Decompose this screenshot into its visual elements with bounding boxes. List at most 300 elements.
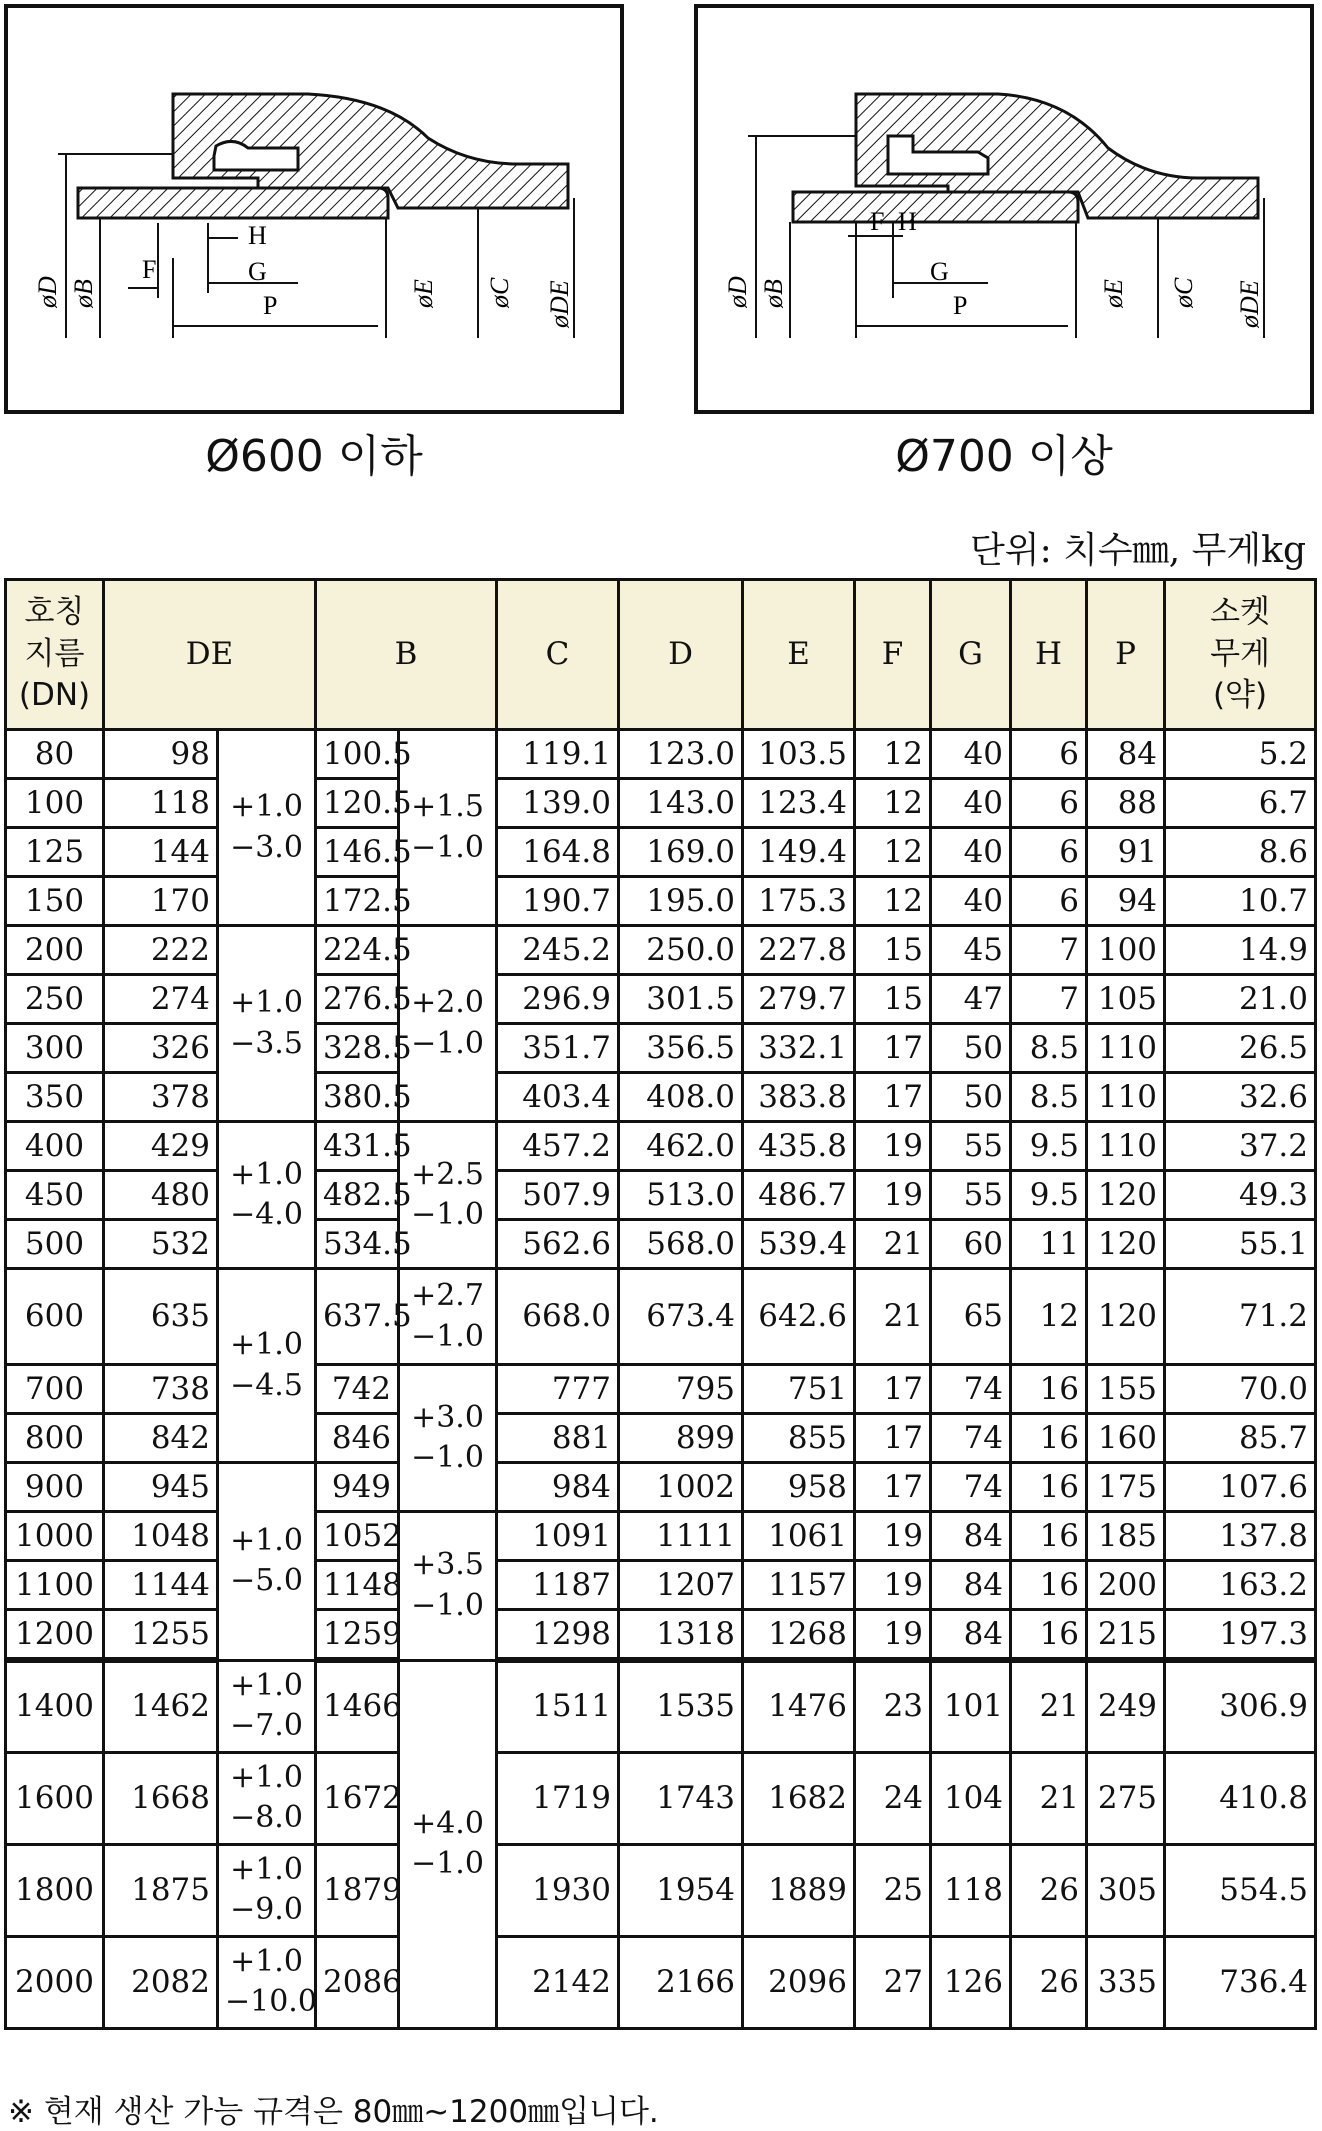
cell-b: 431.5 xyxy=(316,1122,399,1171)
cell-b: 328.5 xyxy=(316,1024,399,1073)
cell-dn: 1400 xyxy=(6,1660,104,1752)
cell-p: 275 xyxy=(1087,1752,1165,1844)
cell-g: 50 xyxy=(931,1024,1011,1073)
cell-de: 378 xyxy=(104,1073,218,1122)
cell-de-tolerance: +1.0 −3.5 xyxy=(218,926,316,1122)
cell-e: 1268 xyxy=(743,1610,855,1661)
cell-de: 480 xyxy=(104,1171,218,1220)
table-row xyxy=(6,1365,1316,1414)
table-row xyxy=(6,730,1316,779)
cell-p: 305 xyxy=(1087,1844,1165,1936)
cell-w: 736.4 xyxy=(1165,1936,1316,2028)
cell-d: 568.0 xyxy=(619,1220,743,1269)
header-e: E xyxy=(743,580,855,730)
cell-p: 335 xyxy=(1087,1936,1165,2028)
label-F: F xyxy=(142,255,157,284)
table-row xyxy=(6,779,1316,828)
cell-f: 17 xyxy=(855,1024,931,1073)
label-B: øB xyxy=(759,279,788,308)
label-F: F xyxy=(870,207,885,236)
cell-de: 1255 xyxy=(104,1610,218,1661)
label-P: P xyxy=(263,291,278,320)
label-B: øB xyxy=(69,279,98,308)
cell-b: 100.5 xyxy=(316,730,399,779)
cell-w: 554.5 xyxy=(1165,1844,1316,1936)
cell-b-tolerance: +2.5 −1.0 xyxy=(399,1122,497,1269)
cell-b-tolerance: +2.0 −1.0 xyxy=(399,926,497,1122)
cell-de: 2082 xyxy=(104,1936,218,2028)
cell-w: 85.7 xyxy=(1165,1414,1316,1463)
cell-e: 855 xyxy=(743,1414,855,1463)
cell-f: 25 xyxy=(855,1844,931,1936)
cell-e: 227.8 xyxy=(743,926,855,975)
table-row xyxy=(6,1073,1316,1122)
cell-p: 185 xyxy=(1087,1512,1165,1561)
cell-dn: 100 xyxy=(6,779,104,828)
cell-de: 532 xyxy=(104,1220,218,1269)
cell-p: 120 xyxy=(1087,1220,1165,1269)
cell-f: 15 xyxy=(855,926,931,975)
header-g: G xyxy=(931,580,1011,730)
cell-d: 123.0 xyxy=(619,730,743,779)
production-note: ※ 현재 생산 가능 규격은 80㎜~1200㎜입니다. xyxy=(8,2094,659,2130)
cell-g: 101 xyxy=(931,1660,1011,1752)
socket-cross-section-large xyxy=(698,8,1310,410)
cell-f: 12 xyxy=(855,779,931,828)
cell-h: 9.5 xyxy=(1011,1122,1087,1171)
cell-d: 513.0 xyxy=(619,1171,743,1220)
cell-de: 1875 xyxy=(104,1844,218,1936)
cell-b: 276.5 xyxy=(316,975,399,1024)
cell-g: 126 xyxy=(931,1936,1011,2028)
cell-g: 65 xyxy=(931,1269,1011,1365)
label-D: øD xyxy=(723,276,752,308)
diagram-large-dn xyxy=(694,4,1314,414)
cell-de: 98 xyxy=(104,730,218,779)
cell-b-tolerance: +2.7 −1.0 xyxy=(399,1269,497,1365)
cell-w: 26.5 xyxy=(1165,1024,1316,1073)
cell-e: 175.3 xyxy=(743,877,855,926)
cell-p: 215 xyxy=(1087,1610,1165,1661)
cell-g: 74 xyxy=(931,1414,1011,1463)
cell-w: 32.6 xyxy=(1165,1073,1316,1122)
cell-b-tolerance: +3.5 −1.0 xyxy=(399,1512,497,1661)
label-C: øC xyxy=(485,277,514,308)
header-dn: 호칭 지름 (DN) xyxy=(6,580,104,730)
table-row xyxy=(6,1561,1316,1610)
cell-b: 2086 xyxy=(316,1936,399,2028)
cell-e: 1682 xyxy=(743,1752,855,1844)
cell-g: 45 xyxy=(931,926,1011,975)
cell-d: 195.0 xyxy=(619,877,743,926)
cell-f: 19 xyxy=(855,1561,931,1610)
cell-de: 274 xyxy=(104,975,218,1024)
cell-h: 16 xyxy=(1011,1561,1087,1610)
socket-cross-section-small xyxy=(8,8,620,410)
cell-e: 1157 xyxy=(743,1561,855,1610)
cell-f: 17 xyxy=(855,1073,931,1122)
cell-h: 21 xyxy=(1011,1660,1087,1752)
cell-p: 94 xyxy=(1087,877,1165,926)
cell-de: 738 xyxy=(104,1365,218,1414)
table-row xyxy=(6,926,1316,975)
cell-e: 539.4 xyxy=(743,1220,855,1269)
cell-g: 74 xyxy=(931,1365,1011,1414)
cell-b: 224.5 xyxy=(316,926,399,975)
cell-f: 19 xyxy=(855,1512,931,1561)
cell-w: 163.2 xyxy=(1165,1561,1316,1610)
table-row xyxy=(6,877,1316,926)
cell-h: 6 xyxy=(1011,828,1087,877)
label-DE: øDE xyxy=(1235,280,1264,328)
cell-b-tolerance: +1.5 −1.0 xyxy=(399,730,497,926)
cell-w: 8.6 xyxy=(1165,828,1316,877)
cell-de: 1668 xyxy=(104,1752,218,1844)
table-row xyxy=(6,1844,1316,1936)
label-C: øC xyxy=(1169,277,1198,308)
header-p: P xyxy=(1087,580,1165,730)
cell-f: 12 xyxy=(855,828,931,877)
cell-e: 2096 xyxy=(743,1936,855,2028)
cell-b: 120.5 xyxy=(316,779,399,828)
cell-b: 1052 xyxy=(316,1512,399,1561)
diagram-caption-large: Ø700 이상 xyxy=(895,431,1113,482)
label-H: H xyxy=(248,221,267,250)
cell-dn: 80 xyxy=(6,730,104,779)
cell-w: 14.9 xyxy=(1165,926,1316,975)
cell-c: 562.6 xyxy=(497,1220,619,1269)
cell-c: 1511 xyxy=(497,1660,619,1752)
cell-b: 846 xyxy=(316,1414,399,1463)
cell-h: 21 xyxy=(1011,1752,1087,1844)
cell-c: 1091 xyxy=(497,1512,619,1561)
cell-de-tolerance: +1.0 −4.0 xyxy=(218,1122,316,1269)
cell-c: 351.7 xyxy=(497,1024,619,1073)
cell-f: 27 xyxy=(855,1936,931,2028)
cell-de: 842 xyxy=(104,1414,218,1463)
cell-g: 84 xyxy=(931,1512,1011,1561)
label-E: øE xyxy=(1099,279,1128,308)
cell-c: 403.4 xyxy=(497,1073,619,1122)
cell-p: 110 xyxy=(1087,1122,1165,1171)
cell-w: 70.0 xyxy=(1165,1365,1316,1414)
cell-b: 949 xyxy=(316,1463,399,1512)
cell-c: 881 xyxy=(497,1414,619,1463)
cell-p: 105 xyxy=(1087,975,1165,1024)
cell-c: 164.8 xyxy=(497,828,619,877)
label-P: P xyxy=(953,291,968,320)
cell-b: 172.5 xyxy=(316,877,399,926)
cell-b: 534.5 xyxy=(316,1220,399,1269)
cell-f: 12 xyxy=(855,877,931,926)
cell-p: 110 xyxy=(1087,1073,1165,1122)
cell-e: 751 xyxy=(743,1365,855,1414)
cell-h: 7 xyxy=(1011,926,1087,975)
cell-p: 120 xyxy=(1087,1269,1165,1365)
cell-g: 40 xyxy=(931,779,1011,828)
cell-p: 110 xyxy=(1087,1024,1165,1073)
header-de: DE xyxy=(104,580,316,730)
cell-w: 55.1 xyxy=(1165,1220,1316,1269)
cell-de-tolerance: +1.0 −5.0 xyxy=(218,1463,316,1661)
cell-w: 137.8 xyxy=(1165,1512,1316,1561)
label-H: H xyxy=(898,207,917,236)
header-weight: 소켓 무게 (약) xyxy=(1165,580,1316,730)
cell-w: 10.7 xyxy=(1165,877,1316,926)
cell-d: 1535 xyxy=(619,1660,743,1752)
cell-p: 120 xyxy=(1087,1171,1165,1220)
cell-b: 380.5 xyxy=(316,1073,399,1122)
cell-dn: 500 xyxy=(6,1220,104,1269)
cell-h: 8.5 xyxy=(1011,1073,1087,1122)
cell-c: 296.9 xyxy=(497,975,619,1024)
cell-c: 1719 xyxy=(497,1752,619,1844)
cell-dn: 1100 xyxy=(6,1561,104,1610)
cell-w: 37.2 xyxy=(1165,1122,1316,1171)
cell-e: 1061 xyxy=(743,1512,855,1561)
cell-p: 160 xyxy=(1087,1414,1165,1463)
cell-de: 1462 xyxy=(104,1660,218,1752)
table-row xyxy=(6,1512,1316,1561)
cell-dn: 125 xyxy=(6,828,104,877)
cell-c: 457.2 xyxy=(497,1122,619,1171)
table-row xyxy=(6,1752,1316,1844)
cell-de: 635 xyxy=(104,1269,218,1365)
cell-g: 104 xyxy=(931,1752,1011,1844)
cell-c: 245.2 xyxy=(497,926,619,975)
cell-b: 1259 xyxy=(316,1610,399,1661)
cell-d: 356.5 xyxy=(619,1024,743,1073)
cell-de: 118 xyxy=(104,779,218,828)
cell-dn: 250 xyxy=(6,975,104,1024)
cell-p: 100 xyxy=(1087,926,1165,975)
spigot-pipe xyxy=(793,192,1078,222)
cell-h: 26 xyxy=(1011,1936,1087,2028)
cell-h: 16 xyxy=(1011,1610,1087,1661)
cell-f: 24 xyxy=(855,1752,931,1844)
cell-g: 40 xyxy=(931,877,1011,926)
cell-f: 12 xyxy=(855,730,931,779)
cell-de: 144 xyxy=(104,828,218,877)
cell-c: 507.9 xyxy=(497,1171,619,1220)
cell-de-tolerance: +1.0 −10.0 xyxy=(218,1936,316,2028)
cell-de: 1144 xyxy=(104,1561,218,1610)
cell-de: 429 xyxy=(104,1122,218,1171)
cell-w: 107.6 xyxy=(1165,1463,1316,1512)
cell-p: 91 xyxy=(1087,828,1165,877)
cell-dn: 1800 xyxy=(6,1844,104,1936)
table-row xyxy=(6,1660,1316,1752)
cell-p: 200 xyxy=(1087,1561,1165,1610)
cell-d: 1954 xyxy=(619,1844,743,1936)
cell-w: 410.8 xyxy=(1165,1752,1316,1844)
cell-h: 6 xyxy=(1011,779,1087,828)
table-row xyxy=(6,1936,1316,2028)
cell-c: 1930 xyxy=(497,1844,619,1936)
cell-d: 795 xyxy=(619,1365,743,1414)
cell-h: 12 xyxy=(1011,1269,1087,1365)
table-row xyxy=(6,1414,1316,1463)
cell-g: 84 xyxy=(931,1561,1011,1610)
label-G: G xyxy=(248,257,267,286)
cell-e: 958 xyxy=(743,1463,855,1512)
cell-d: 1318 xyxy=(619,1610,743,1661)
cell-d: 143.0 xyxy=(619,779,743,828)
cell-d: 1743 xyxy=(619,1752,743,1844)
label-D: øD xyxy=(33,276,62,308)
cell-e: 1476 xyxy=(743,1660,855,1752)
cell-h: 16 xyxy=(1011,1463,1087,1512)
cell-w: 306.9 xyxy=(1165,1660,1316,1752)
cell-g: 55 xyxy=(931,1171,1011,1220)
cell-de: 1048 xyxy=(104,1512,218,1561)
cell-de-tolerance: +1.0 −3.0 xyxy=(218,730,316,926)
cell-d: 169.0 xyxy=(619,828,743,877)
cell-c: 190.7 xyxy=(497,877,619,926)
cell-f: 15 xyxy=(855,975,931,1024)
cell-e: 279.7 xyxy=(743,975,855,1024)
cell-f: 21 xyxy=(855,1220,931,1269)
cell-p: 249 xyxy=(1087,1660,1165,1752)
table-row xyxy=(6,1122,1316,1171)
cell-c: 139.0 xyxy=(497,779,619,828)
cell-b: 637.5 xyxy=(316,1269,399,1365)
cell-e: 383.8 xyxy=(743,1073,855,1122)
units-label: 단위: 치수㎜, 무게kg xyxy=(970,530,1306,571)
cell-dn: 600 xyxy=(6,1269,104,1365)
cell-d: 899 xyxy=(619,1414,743,1463)
cell-d: 301.5 xyxy=(619,975,743,1024)
cell-de: 326 xyxy=(104,1024,218,1073)
cell-d: 2166 xyxy=(619,1936,743,2028)
socket-spec-table xyxy=(4,578,1317,2030)
cell-c: 777 xyxy=(497,1365,619,1414)
cell-dn: 350 xyxy=(6,1073,104,1122)
cell-w: 21.0 xyxy=(1165,975,1316,1024)
table-row xyxy=(6,1220,1316,1269)
cell-d: 673.4 xyxy=(619,1269,743,1365)
cell-dn: 1000 xyxy=(6,1512,104,1561)
cell-h: 6 xyxy=(1011,730,1087,779)
cell-dn: 400 xyxy=(6,1122,104,1171)
cell-f: 17 xyxy=(855,1365,931,1414)
cell-b: 482.5 xyxy=(316,1171,399,1220)
cell-c: 1187 xyxy=(497,1561,619,1610)
cell-g: 118 xyxy=(931,1844,1011,1936)
label-G: G xyxy=(930,257,949,286)
cell-g: 47 xyxy=(931,975,1011,1024)
cell-dn: 1200 xyxy=(6,1610,104,1661)
cell-w: 49.3 xyxy=(1165,1171,1316,1220)
spigot-pipe xyxy=(78,188,388,218)
cell-f: 23 xyxy=(855,1660,931,1752)
cell-dn: 150 xyxy=(6,877,104,926)
cell-dn: 900 xyxy=(6,1463,104,1512)
cell-de-tolerance: +1.0 −8.0 xyxy=(218,1752,316,1844)
cell-dn: 2000 xyxy=(6,1936,104,2028)
cell-g: 50 xyxy=(931,1073,1011,1122)
header-b: B xyxy=(316,580,497,730)
cell-f: 17 xyxy=(855,1414,931,1463)
cell-d: 1002 xyxy=(619,1463,743,1512)
cell-c: 1298 xyxy=(497,1610,619,1661)
cell-c: 2142 xyxy=(497,1936,619,2028)
cell-de-tolerance: +1.0 −7.0 xyxy=(218,1660,316,1752)
table-row xyxy=(6,1024,1316,1073)
cell-de: 170 xyxy=(104,877,218,926)
cell-de: 945 xyxy=(104,1463,218,1512)
cell-p: 84 xyxy=(1087,730,1165,779)
cell-h: 16 xyxy=(1011,1512,1087,1561)
table-row xyxy=(6,1610,1316,1661)
cell-b-tolerance: +4.0 −1.0 xyxy=(399,1660,497,2028)
table-header-row xyxy=(6,580,1316,730)
cell-e: 149.4 xyxy=(743,828,855,877)
cell-f: 19 xyxy=(855,1171,931,1220)
cell-g: 55 xyxy=(931,1122,1011,1171)
cell-b: 1466 xyxy=(316,1660,399,1752)
cell-h: 8.5 xyxy=(1011,1024,1087,1073)
cell-b-tolerance: +3.0 −1.0 xyxy=(399,1365,497,1512)
cell-dn: 300 xyxy=(6,1024,104,1073)
cell-de-tolerance: +1.0 −4.5 xyxy=(218,1269,316,1463)
cell-h: 9.5 xyxy=(1011,1171,1087,1220)
cell-g: 40 xyxy=(931,730,1011,779)
cell-f: 21 xyxy=(855,1269,931,1365)
cell-g: 84 xyxy=(931,1610,1011,1661)
cell-f: 17 xyxy=(855,1463,931,1512)
cell-e: 435.8 xyxy=(743,1122,855,1171)
cell-b: 742 xyxy=(316,1365,399,1414)
cell-d: 408.0 xyxy=(619,1073,743,1122)
cell-c: 668.0 xyxy=(497,1269,619,1365)
cell-h: 26 xyxy=(1011,1844,1087,1936)
cell-b: 1148 xyxy=(316,1561,399,1610)
cell-e: 123.4 xyxy=(743,779,855,828)
table-row xyxy=(6,1269,1316,1365)
table-row xyxy=(6,828,1316,877)
cell-f: 19 xyxy=(855,1122,931,1171)
table-row xyxy=(6,1171,1316,1220)
cell-p: 88 xyxy=(1087,779,1165,828)
cell-d: 1207 xyxy=(619,1561,743,1610)
header-d: D xyxy=(619,580,743,730)
header-f: F xyxy=(855,580,931,730)
cell-g: 74 xyxy=(931,1463,1011,1512)
cell-de: 222 xyxy=(104,926,218,975)
diagram-caption-small: Ø600 이하 xyxy=(205,431,423,482)
table-row xyxy=(6,975,1316,1024)
label-DE: øDE xyxy=(545,280,574,328)
cell-g: 40 xyxy=(931,828,1011,877)
cell-dn: 700 xyxy=(6,1365,104,1414)
cell-h: 6 xyxy=(1011,877,1087,926)
cell-dn: 800 xyxy=(6,1414,104,1463)
cell-w: 6.7 xyxy=(1165,779,1316,828)
cell-e: 1889 xyxy=(743,1844,855,1936)
cell-h: 11 xyxy=(1011,1220,1087,1269)
cell-b: 146.5 xyxy=(316,828,399,877)
cell-e: 642.6 xyxy=(743,1269,855,1365)
cell-b: 1672 xyxy=(316,1752,399,1844)
cell-dn: 450 xyxy=(6,1171,104,1220)
cell-w: 71.2 xyxy=(1165,1269,1316,1365)
header-c: C xyxy=(497,580,619,730)
cell-c: 119.1 xyxy=(497,730,619,779)
header-h: H xyxy=(1011,580,1087,730)
cell-dn: 1600 xyxy=(6,1752,104,1844)
cell-h: 7 xyxy=(1011,975,1087,1024)
